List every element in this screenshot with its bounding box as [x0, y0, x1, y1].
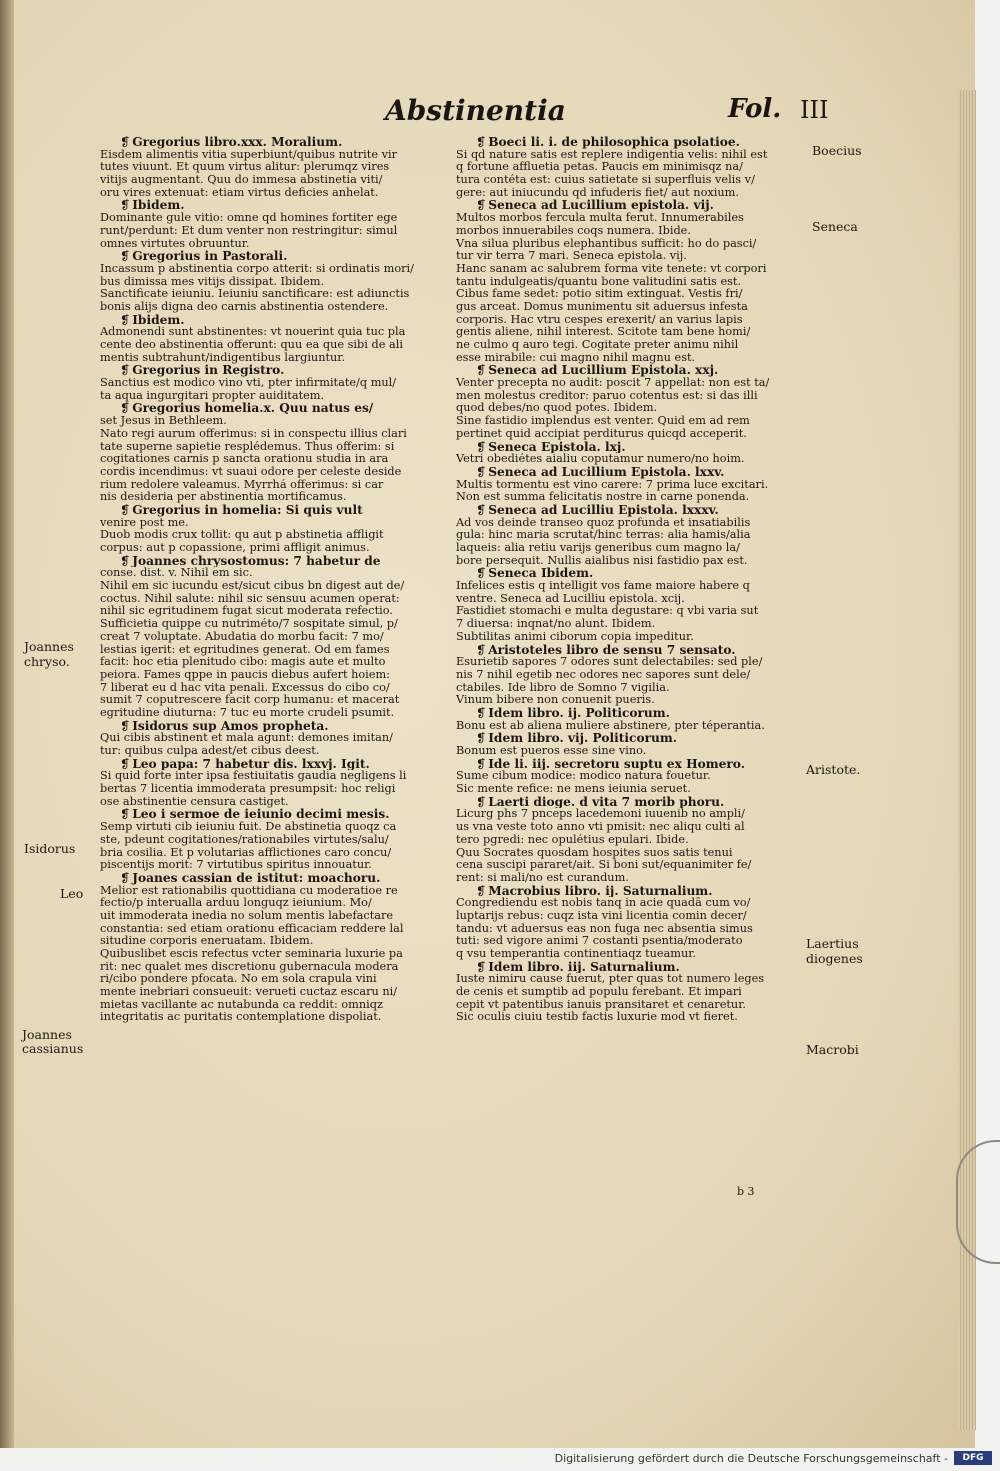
- text-line: Sic mente refice: ne mens ieiunia seruet.: [456, 783, 691, 796]
- text-line: constantia: sed etiam orationu efficaciam reddere lal: [100, 922, 404, 935]
- text-line: Si quid forte inter ipsa festiuitatis gaudia negligens li: [100, 770, 407, 783]
- text-line: conse. dist. v. Nihil em sic.: [100, 567, 253, 580]
- text-line: piscentijs morit: 7 virtutibus spiritus innouatur.: [100, 859, 372, 872]
- text-line: tura contéta est: cuius satietate si superfluis velis v/: [456, 174, 755, 187]
- page-clip: [956, 1140, 1000, 1264]
- text-line: mietas vacillante ac nutabunda ca reddit: omniqz: [100, 998, 383, 1011]
- text-line: Quu Socrates quosdam hospites suos satis tenui: [456, 846, 733, 859]
- text-line: Sic oculis ciuiu testib factis luxurie mod vt fieret.: [456, 1011, 738, 1024]
- running-header: [0, 92, 960, 132]
- text-line: corporis. Hac vtru cespes erexerit/ an varius lapis: [456, 313, 743, 326]
- text-line: laqueis: alia retiu varijs generibus cum magno la/: [456, 542, 740, 554]
- text-line: cena suscipi pararet/ait. Si boni sut/equanimiter fe/: [456, 859, 752, 872]
- margin-note-macrobi: Macrobi: [806, 1042, 859, 1057]
- text-line: peiora. Fames qppe in paucis diebus aufert hoiem:: [100, 668, 390, 681]
- text-line: Sanctius est modico vino vti, pter infirmitate/q mul/: [100, 377, 397, 390]
- text-line: Non est summa felicitatis nostre in carne ponenda.: [456, 491, 750, 504]
- text-line: 7 liberat eu d hac vita penali. Excessus do cibo co/: [100, 681, 390, 694]
- rubric-heading: ❡ Ide li. iij. secretoru suptu ex Homero.: [456, 758, 801, 771]
- text-line: sumit 7 coputrescere facit corp humanu: et macerat: [100, 694, 400, 707]
- text-line: Sume cibum modice: modico natura fouetur.: [456, 770, 711, 783]
- rubric-heading: ❡ Seneca ad Lucilliu Epistola. lxxxv.: [456, 504, 801, 517]
- footer-bar: [0, 1448, 1000, 1471]
- text-line: Eisdem alimentis vitia superbiunt/quibus nutrite vir: [100, 148, 397, 161]
- margin-note-aristote: Aristote.: [806, 762, 861, 777]
- margin-note-joannes: Joannes: [24, 639, 74, 654]
- signature-mark: b 3: [737, 1185, 755, 1198]
- text-line: ne culmo q auro tegi. Cogitate preter animu nihil: [456, 339, 739, 351]
- margin-note-laertius: Laertius: [806, 936, 859, 951]
- text-line: Bonu est ab aliena muliere abstinere, pter téperantia.: [456, 719, 765, 732]
- text-line: Nihil em sic iucundu est/sicut cibus bn digest aut de/: [100, 580, 405, 593]
- rubric-heading: ❡ Joanes cassian de istitut: moachoru.: [100, 872, 445, 885]
- text-line: ste, pdeunt cogitationes/rationabiles virtutes/salu/: [100, 833, 389, 846]
- text-line: Licurg phs 7 pnceps lacedemoni iuuenib no ampli/: [456, 808, 745, 821]
- text-line: Esurietib sapores 7 odores sunt delectabiles: sed ple/: [456, 656, 763, 669]
- text-line: omnes virtutes obruuntur.: [100, 237, 250, 250]
- rubric-heading: ❡ Seneca ad Lucillium Epistola. xxj.: [456, 364, 801, 377]
- text-line: Sine fastidio implendus est venter. Quid em ad rem: [456, 415, 750, 428]
- text-line: Melior est rationabilis quottidiana cu moderatioe re: [100, 884, 398, 897]
- margin-note-isidorus: Isidorus: [24, 841, 76, 856]
- text-line: tuti: sed vigore animi 7 costanti psentia/moderato: [456, 935, 743, 948]
- text-line: oru vires extenuat: etiam virtus deficies anhelat.: [100, 186, 379, 199]
- text-line: Vinum bibere non conuenit pueris.: [456, 694, 655, 707]
- text-line: Si qd nature satis est replere indigentia velis: nihil est: [456, 148, 768, 161]
- rubric-heading: ❡ Aristoteles libro de sensu 7 sensato.: [456, 644, 801, 657]
- margin-note-seneca: Seneca: [812, 219, 858, 234]
- folio-label: Fol.: [728, 94, 782, 124]
- text-line: Iuste nimiru cause fuerut, pter quas tot numero leges: [456, 973, 765, 986]
- text-line: us vna veste toto anno vti pmisit: nec aliqu culti al: [456, 821, 745, 834]
- text-line: de cenis et sumptib ad populu ferebant. Et impari: [456, 986, 742, 999]
- text-line: rit: nec qualet mes discretionu gubernacula modera: [100, 960, 399, 973]
- text-line: nis 7 nihil egetib nec odores nec sapores sunt dele/: [456, 668, 751, 681]
- text-line: Semp virtuti cib ieiuniu fuit. De abstinetia quoqz ca: [100, 821, 397, 834]
- text-line: q fortune affluetia petas. Paucis em minimisqz na/: [456, 161, 743, 174]
- text-line: rium redolere valeamus. Myrrhá offerimus: si car: [100, 478, 384, 491]
- text-line: tantu indulgeatis/quantu bone valitudini satis est.: [456, 275, 742, 288]
- rubric-heading: ❡ Leo papa: 7 habetur dis. lxxvj. Igit.: [100, 758, 445, 771]
- text-line: tur vir terra 7 mari. Seneca epistola. vij.: [456, 250, 687, 263]
- text-line: nis desideria per abstinentia mortificamus.: [100, 491, 347, 504]
- text-line: Multos morbos fercula multa ferut. Innumerabiles: [456, 212, 744, 225]
- text-line: morbos innuerabiles coqs numera. Ibide.: [456, 224, 691, 237]
- margin-note-leo: Leo: [60, 886, 84, 901]
- rubric-heading: ❡ Idem libro. iij. Saturnalium.: [456, 961, 801, 974]
- text-line: gere: aut iniucundu qd infuderis fiet/ aut noxium.: [456, 186, 739, 199]
- text-line: facit: hoc etia plenitudo cibo: magis aute et multo: [100, 656, 386, 669]
- dfg-logo: DFG: [954, 1451, 992, 1465]
- text-line: nihil sic egritudinem fugat sicut moderata refectio.: [100, 605, 393, 618]
- text-line: ventre. Seneca ad Lucilliu epistola. xcij.: [456, 592, 685, 605]
- text-line: vitijs augmentant. Quu do immesa abstinetia viti/: [100, 174, 383, 187]
- text-line: tero pgredi: nec opulétius epulari. Ibide.: [456, 833, 689, 846]
- text-line: Incassum p abstinentia corpo atterit: si ordinatis mori/: [100, 262, 414, 275]
- text-line: Dominante gule vitio: omne qd homines fortiter ege: [100, 212, 398, 225]
- rubric-heading: ❡ Gregorius homelia.x. Quu natus es/: [100, 402, 445, 415]
- text-line: Congrediendu est nobis tanq in acie quadā cum vo/: [456, 897, 751, 910]
- text-line: luptarijs rebus: cuqz ista vini licentia comin decer/: [456, 909, 747, 922]
- text-line: corpus: aut p copassione, primi affligit animus.: [100, 542, 370, 554]
- rubric-heading: ❡ Gregorius in Registro.: [100, 364, 445, 377]
- rubric-heading: ❡ Ibidem.: [100, 199, 445, 212]
- text-line: cordis incendimus: vt suaui odore per celeste deside: [100, 465, 402, 478]
- book-spine: [0, 0, 14, 1448]
- margin-note-cassianus: cassianus: [22, 1041, 84, 1056]
- text-line: bertas 7 licentia immoderata presumpsit: hoc religi: [100, 783, 396, 796]
- text-line: lestias igerit: et egritudines generat. Od em fames: [100, 643, 390, 656]
- rubric-heading: ❡ Idem libro. ij. Politicorum.: [456, 707, 801, 720]
- text-line: bore persequit. Nullis aialibus nisi fastidio pax est.: [456, 554, 748, 567]
- text-line: egritudine diuturna: 7 tuc eu morte crudeli psumit.: [100, 706, 395, 719]
- text-line: creat 7 voluptate. Abudatia do morbu facit: 7 mo/: [100, 630, 384, 643]
- text-line: mentis subtrahunt/indigentibus largiuntur.: [100, 351, 346, 364]
- text-line: bus dimissa mes vitijs dissipat. Ibidem.: [100, 275, 325, 288]
- text-line: gula: hinc maria scrutat/hinc terras: alia hamis/alia: [456, 529, 751, 542]
- text-line: cepit vt patentibus ianuis pransitaret et cenaretur.: [456, 998, 746, 1011]
- rubric-heading: ❡ Seneca ad Lucillium Epistola. lxxv.: [456, 466, 801, 479]
- text-line: gentis aliene, nihil interest. Scitote tam bene homi/: [456, 326, 751, 339]
- rubric-heading: ❡ Gregorius libro.xxx. Moralium.: [100, 136, 445, 149]
- text-line: integritatis ac puritatis contemplatione dispoliat.: [100, 1011, 382, 1024]
- text-line: Sufficietia quippe cu nutriméto/7 sospitate simul, p/: [100, 618, 398, 631]
- text-line: Cibus fame sedet: potio sitim extinguat. Vestis fri/: [456, 288, 743, 301]
- text-line: coctus. Nihil salute: nihil sic sensuu acumen operat:: [100, 592, 400, 605]
- text-line: Admonendi sunt abstinentes: vt nouerint quia tuc pla: [100, 326, 406, 339]
- text-line: tate superne sapietie resplédemus. Thus offerim: si: [100, 440, 395, 453]
- rubric-heading: ❡ Joannes chrysostomus: 7 habetur de: [100, 555, 445, 568]
- page-title: Abstinentia: [385, 94, 566, 127]
- text-line: rent: si mali/no est curandum.: [456, 871, 629, 884]
- text-line: situdine corporis eneruatam. Ibidem.: [100, 935, 314, 948]
- text-line: Bonum est pueros esse sine vino.: [456, 745, 647, 757]
- rubric-heading: ❡ Seneca ad Lucillium epistola. vij.: [456, 199, 801, 212]
- text-line: Venter precepta no audit: poscit 7 appellat: non est ta/: [456, 377, 770, 390]
- folio-number: III: [800, 96, 829, 124]
- text-line: cente deo abstinentia offerunt: quu ea que sibi de ali: [100, 339, 403, 351]
- rubric-heading: ❡ Boeci li. i. de philosophica psolatioe.: [456, 136, 801, 149]
- margin-note-diogenes: diogenes: [806, 951, 863, 966]
- right-text-column: [456, 136, 801, 1024]
- text-line: quod debes/no quod potes. Ibidem.: [456, 402, 658, 415]
- text-line: Duob modis crux tollit: qu aut p abstinetia affligit: [100, 529, 384, 542]
- rubric-heading: ❡ Isidorus sup Amos propheta.: [100, 720, 445, 733]
- text-line: Infelices estis q intelligit vos fame maiore habere q: [456, 580, 750, 593]
- rubric-heading: ❡ Ibidem.: [100, 314, 445, 327]
- text-line: ri/cibo pondere pfocata. No em sola crapula vini: [100, 973, 377, 986]
- text-line: gus arceat. Domus munimentu sit aduersus infesta: [456, 300, 748, 313]
- text-line: ta aqua ingurgitari propter auiditatem.: [100, 389, 325, 402]
- margin-note-joannes-2: Joannes: [22, 1027, 72, 1042]
- text-line: bonis alijs digna deo carnis abstinentia ostendere.: [100, 300, 389, 313]
- text-line: esse mirabile: cui magno nihil magnu est.: [456, 351, 696, 364]
- rubric-heading: ❡ Leo i sermoe de ieiunio decimi mesis.: [100, 808, 445, 821]
- rubric-heading: ❡ Gregorius in Pastorali.: [100, 250, 445, 263]
- rubric-heading: ❡ Idem libro. vij. Politicorum.: [456, 732, 801, 745]
- rubric-heading: ❡ Seneca Ibidem.: [456, 567, 801, 580]
- text-line: ctabiles. Ide libro de Somno 7 vigilia.: [456, 681, 670, 694]
- text-line: uit immoderata inedia no solum mentis labefactare: [100, 909, 394, 922]
- text-line: ose abstinentie censura castiget.: [100, 795, 289, 808]
- margin-note-boecius: Boecius: [812, 143, 862, 158]
- text-line: venire post me.: [100, 516, 189, 529]
- text-line: bria cosilia. Et p volutarias afflictiones caro concu/: [100, 846, 392, 859]
- text-line: Sanctificate ieiuniu. Ieiuniu sanctificare: est adiunctis: [100, 288, 410, 301]
- text-line: fectio/p interualla arduu longuqz ieiunium. Mo/: [100, 897, 372, 910]
- text-line: Multis tormentu est vino carere: 7 prima luce excitari.: [456, 478, 769, 491]
- text-line: Qui cibis abstinent et mala agunt: demones imitan/: [100, 732, 393, 745]
- rubric-heading: ❡ Laerti dioge. d vita 7 morib phoru.: [456, 796, 801, 809]
- text-line: Vetri obediétes aialiu coputamur numero/no hoim.: [456, 453, 745, 466]
- text-line: runt/perdunt: Et dum venter non restringitur: simul: [100, 224, 398, 237]
- text-line: Hanc sanam ac salubrem forma vite tenete: vt corpori: [456, 262, 767, 275]
- text-line: Fastidiet stomachi e multa degustare: q vbi varia sut: [456, 605, 759, 618]
- rubric-heading: ❡ Seneca Epistola. lxj.: [456, 441, 801, 454]
- text-line: Quibuslibet escis refectus vcter seminaria luxurie pa: [100, 948, 403, 960]
- text-line: tandu: vt aduersus eas non fuga nec absentia simus: [456, 922, 753, 935]
- text-line: q vsu temperantia continentiaqz tueamur.: [456, 948, 697, 960]
- text-line: Subtilitas animi ciborum copia impeditur.: [456, 630, 694, 643]
- text-line: cogitationes carnis p sancta orationu studia in ara: [100, 453, 389, 466]
- footer-text: Digitalisierung gefördert durch die Deutsche Forschungsgemeinschaft -: [554, 1452, 948, 1465]
- text-line: Vna silua pluribus elephantibus sufficit: ho do pasci/: [456, 237, 757, 250]
- margin-note-chryso: chryso.: [24, 654, 70, 669]
- text-line: mente inebriari consueuit: verueti cuctaz escaru ni/: [100, 986, 398, 999]
- rubric-heading: ❡ Macrobius libro. ij. Saturnalium.: [456, 885, 801, 898]
- text-line: tur: quibus culpa adest/et cibus deest.: [100, 745, 320, 757]
- rubric-heading: ❡ Gregorius in homelia: Si quis vult: [100, 504, 445, 517]
- text-line: pertinet quid accipiat perditurus quicqd acceperit.: [456, 427, 747, 440]
- text-line: Ad vos deinde transeo quoz profunda et insatiabilis: [456, 516, 751, 529]
- text-line: set Jesus in Bethleem.: [100, 415, 227, 428]
- text-line: Nato regi aurum offerimus: si in conspectu illius clari: [100, 427, 407, 440]
- text-line: tutes viuunt. Et quum virtus alitur: plerumqz vires: [100, 161, 390, 174]
- text-line: men molestus creditor: paruo cotentus est: si das illi: [456, 389, 758, 402]
- left-text-column: [100, 136, 445, 1024]
- text-line: 7 diuersa: inqnat/no alunt. Ibidem.: [456, 618, 656, 631]
